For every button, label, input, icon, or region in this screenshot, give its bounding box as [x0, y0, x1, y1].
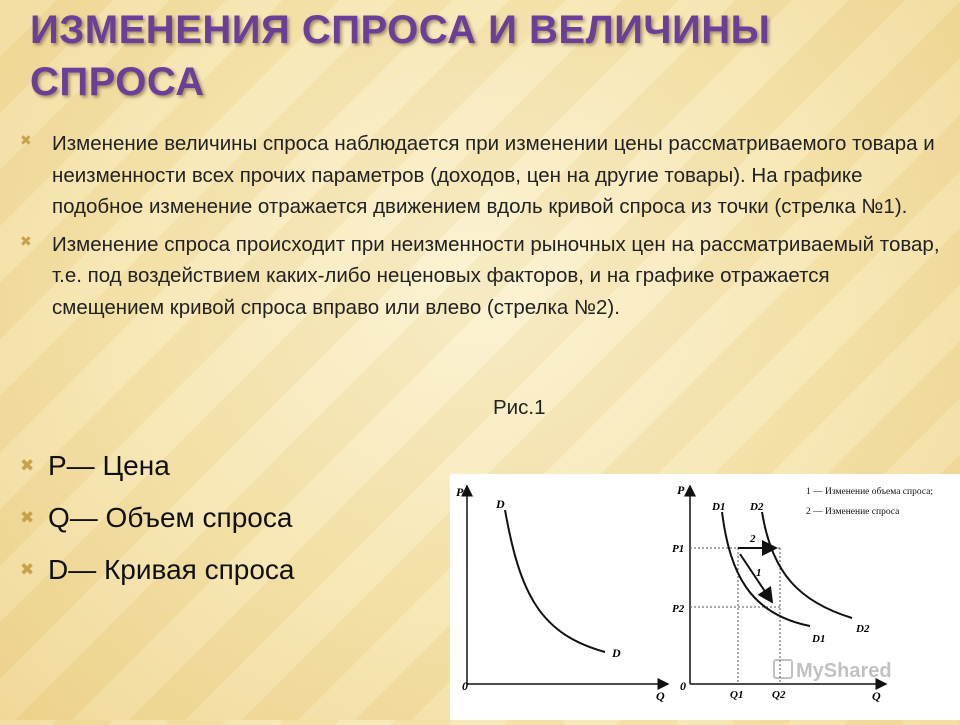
d2-bottom-label: D2 — [856, 623, 870, 635]
d1-bottom-label: D1 — [812, 633, 826, 645]
left-d-bottom-label: D — [612, 646, 621, 660]
bullet-demand-change — [20, 229, 940, 324]
watermark-icon — [774, 660, 792, 678]
watermark — [774, 660, 892, 682]
bullet-marker-icon: ✖ — [20, 132, 32, 148]
legend-item-curve — [20, 544, 294, 596]
slide-title: ИЗМЕНЕНИЯ СПРОСА И ВЕЛИЧИНЫ СПРОСА — [30, 8, 771, 104]
symbol-legend — [20, 440, 294, 596]
watermark-text: MyShared — [796, 660, 892, 682]
left-graph — [456, 485, 668, 703]
figure-caption: Рис.1 — [493, 396, 546, 419]
bullet-quantity-demand — [20, 128, 940, 223]
left-demand-curve — [505, 510, 605, 652]
legend-text: P— Цена — [48, 450, 170, 481]
arrow-2-label: 2 — [750, 533, 756, 545]
left-origin-label: 0 — [462, 679, 468, 693]
bullet-text: происходит при неизменности рыночных цен на рассматриваемый товар, т.е. под воздействием каких-либо неценовых факторов, и на графике отражается смещением кривой спроса вправо или влево (стрелка №2). — [52, 232, 940, 319]
right-p-label: P — [677, 483, 685, 497]
left-q-label: Q — [656, 689, 665, 703]
legend-item-price — [20, 440, 294, 492]
q2-label: Q2 — [772, 689, 786, 701]
left-d-top-label: D — [496, 497, 505, 511]
d2-top-label: D2 — [750, 501, 764, 513]
figure-legend-1: 1 — Изменение объема спроса; — [806, 487, 934, 497]
p2-label: P2 — [672, 603, 685, 615]
bullet-text: наблюдается при изменении цены рассматриваемого товара и неизменности всех прочих параметров (доходов, цен на другие товары). На графике подобное изменение отражается движением вдоль кривой спроса из точки (стрелка №1). — [52, 132, 935, 218]
legend-item-quantity — [20, 492, 294, 544]
bullet-list — [20, 128, 940, 329]
bullet-marker-icon: ✖ — [20, 232, 32, 249]
bullet-marker-icon: ✖ — [20, 508, 35, 527]
arrow-1-label: 1 — [756, 567, 762, 579]
legend-text: Q— Объем спроса — [48, 502, 293, 533]
demand-figure — [450, 474, 960, 720]
bullet-marker-icon: ✖ — [20, 560, 35, 579]
left-p-label: P — [456, 485, 464, 499]
bullet-marker-icon: ✖ — [20, 456, 35, 475]
d1-top-label: D1 — [712, 501, 726, 513]
demand-figure-svg — [450, 474, 960, 720]
d2-curve — [762, 512, 852, 618]
bullet-term: Изменение величины спроса — [52, 132, 329, 155]
legend-text: D— Кривая спроса — [48, 554, 295, 585]
q1-label: Q1 — [730, 689, 744, 701]
p1-label: P1 — [672, 543, 685, 555]
bullet-term: Изменение спроса — [52, 232, 231, 256]
right-origin-label: 0 — [680, 679, 686, 693]
right-q-label: Q — [872, 689, 881, 703]
figure-legend-2: 2 — Изменение спроса — [806, 507, 900, 517]
